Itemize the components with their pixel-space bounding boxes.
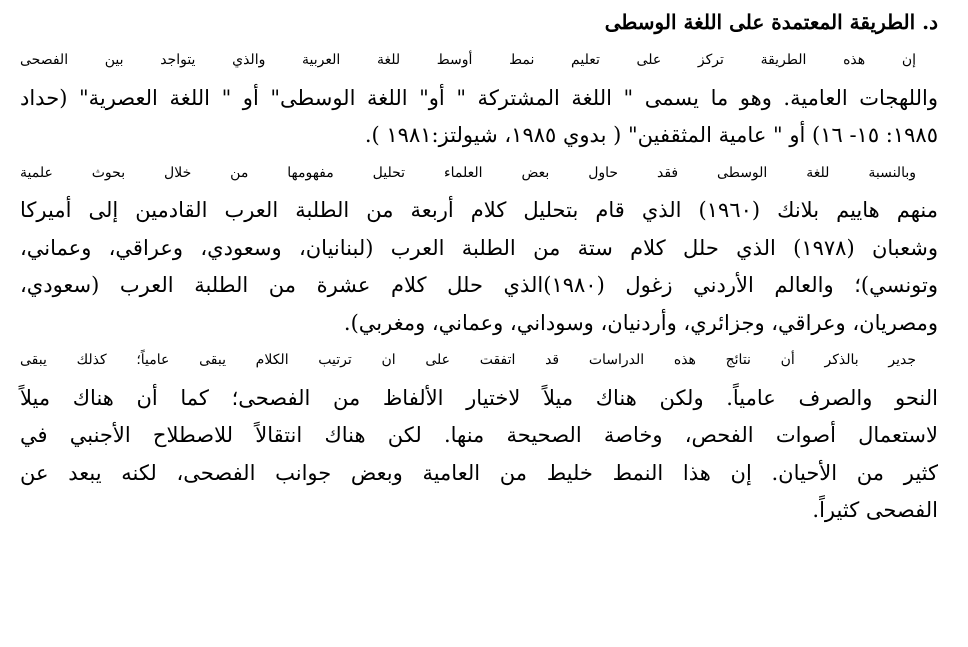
paragraph-line: جدير بالذكر أن نتائج هذه الدراسات قد اتفقت على ان ترتيب الكلام يبقى عامياً؛ كذلك يبقى <box>20 352 916 368</box>
paragraph-line: وبالنسبة للغة الوسطى فقد حاول بعض العلماء تحليل مفهومها من خلال بحوث علمية <box>20 164 916 181</box>
paragraph-line: واللهجات العامية. وهو ما يسمى " اللغة المشتركة " أو" اللغة الوسطى" أو " اللغة العصرية" (حداد <box>20 85 938 110</box>
paragraph-line: ومصريان، وعراقي، وجزائري، وأردنيان، وسوداني، وعماني، ومغربي). <box>343 310 938 335</box>
paragraph-line: لاستعمال أصوات الفحص، وخاصة الصحيحة منها. لكن هناك انتقالاً للاصطلاح الأجنبي في <box>20 423 938 447</box>
paragraph-1 <box>20 42 938 155</box>
paragraph-line: الفصحى كثيراً. <box>812 498 938 522</box>
paragraph-line: منهم هاييم بلانك (١٩٦٠) الذي قام بتحليل كلام أربعة من الطلبة العرب القادمين إلى أميركا <box>20 198 939 222</box>
section-heading: د. الطريقة المعتمدة على اللغة الوسطى <box>604 10 938 34</box>
paragraph-2 <box>20 155 938 343</box>
paragraph-line: كثير من الأحيان. إن هذا النمط خليط من العامية وبعض جوانب الفصحى، لكنه يبعد عن <box>20 460 938 485</box>
paragraph-line: إن هذه الطريقة تركز على تعليم نمط أوسط للغة العربية والذي يتواجد بين الفصحى <box>20 52 916 68</box>
paragraph-line: ١٩٨٥: ١٥- ١٦) أو " عامية المثقفين" ( بدوي ١٩٨٥، شيولتز:١٩٨١ ). <box>364 123 938 147</box>
paragraph-3 <box>20 342 938 530</box>
paragraph-line: النحو والصرف عامياً. ولكن هناك ميلاً لاختيار الألفاظ من الفصحى؛ كما أن هناك ميلاً <box>20 385 938 410</box>
paragraph-line: وشعبان (١٩٧٨) الذي حلل كلام ستة من الطلبة العرب (لبنانيان، وسعودي، وعراقي، وعماني، <box>20 235 938 260</box>
paragraph-line: وتونسي)؛ والعالم الأردني زغول (١٩٨٠)الذي حلل كلام عشرة من الطلبة العرب (سعودي، <box>20 273 938 297</box>
